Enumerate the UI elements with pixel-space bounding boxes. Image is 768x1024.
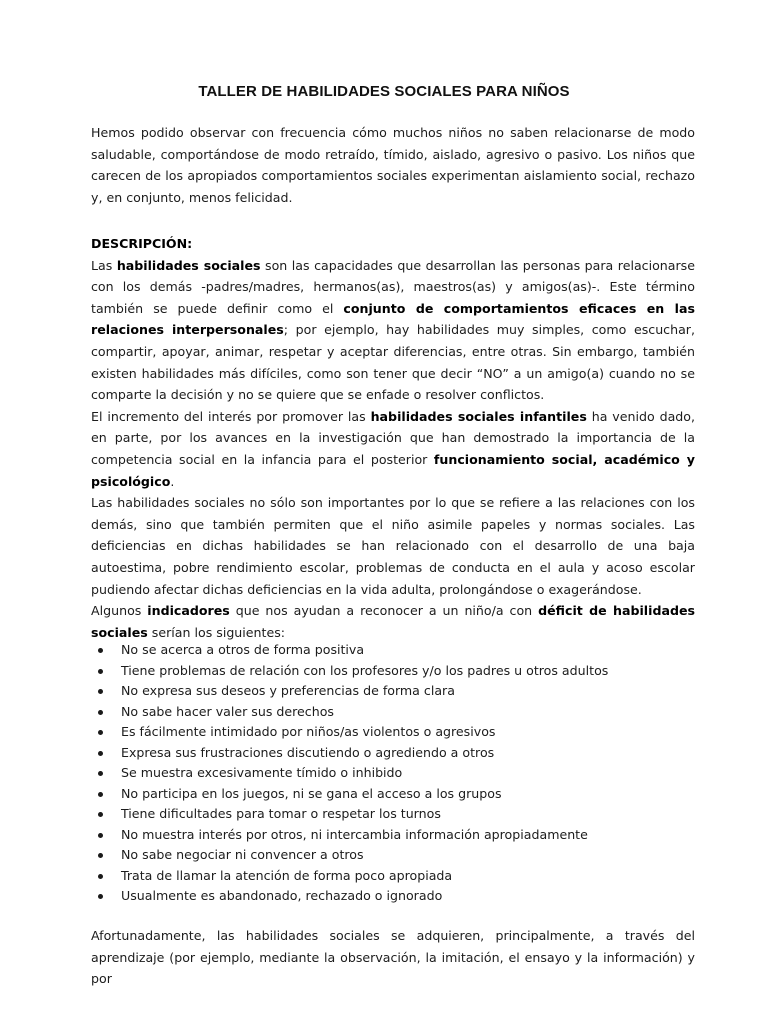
description-paragraph-3: Las habilidades sociales no sólo son importantes por lo que se refiere a las relaciones con los demás, sino que también permiten que el niño asimile papeles y normas sociales. Las deficiencias en dichas habilidades se han relacionado con el desarrollo de una baja autoestima, pobre rendimiento escolar, problemas de conducta en el aula y acoso escolar pudiendo afectar dichas deficiencias en la vida adulta, prolongándose o exagerándose. — [91, 495, 695, 597]
closing-text: Afortunadamente, las habilidades sociales se adquieren, principalmente, a través del aprendizaje (por ejemplo, mediante la observación, la imitación, el ensayo y la información) y por — [91, 928, 695, 987]
indicator-list-item — [91, 640, 695, 661]
indicator-text: No expresa sus deseos y preferencias de forma clara — [121, 683, 455, 698]
indicator-list-item — [91, 722, 695, 743]
bullet-icon — [98, 689, 103, 694]
indicator-text: No muestra interés por otros, ni intercambia información apropiadamente — [121, 826, 588, 842]
bullet-icon — [98, 771, 103, 776]
indicator-text: No participa en los juegos, ni se gana el acceso a los grupos — [121, 785, 502, 801]
bullet-icon — [98, 751, 103, 756]
bullet-icon — [98, 792, 103, 797]
bullet-icon — [98, 874, 103, 879]
indicator-text: Se muestra excesivamente tímido o inhibido — [121, 765, 403, 780]
description-heading: DESCRIPCIÓN: — [91, 236, 193, 251]
indicator-list-item — [91, 784, 695, 805]
indicator-list-item — [91, 763, 695, 784]
description-paragraph-4: Algunos indicadores que nos ayudan a reconocer a un niño/a con déficit de habilidades sociales serían los siguientes: — [91, 603, 696, 640]
indicator-text: No sabe hacer valer sus derechos — [121, 703, 334, 719]
indicator-list-item — [91, 702, 695, 723]
indicator-list-item — [91, 886, 695, 907]
indicator-list-item — [91, 804, 695, 825]
indicator-text: Es fácilmente intimidado por niños/as violentos o agresivos — [121, 724, 496, 739]
indicator-list-item — [91, 825, 695, 846]
bullet-icon — [98, 730, 103, 735]
bullet-icon — [98, 648, 103, 653]
indicator-text: Trata de llamar la atención de forma poco apropiada — [121, 867, 453, 883]
intro-text: Hemos podido observar con frecuencia cómo muchos niños no saben relacionarse de modo saludable, comportándose de modo retraído, tímido, aislado, agresivo o pasivo. Los niños que carecen de los apropiados comportamientos sociales experimentan aislamiento social, rechazo y, en conjunto, menos felicidad. — [91, 125, 695, 205]
indicator-list-item — [91, 661, 695, 682]
indicator-text: No sabe negociar ni convencer a otros — [121, 847, 364, 862]
indicator-list-item — [91, 845, 695, 866]
document-title: TALLER DE HABILIDADES SOCIALES PARA NIÑOS — [198, 83, 570, 100]
bullet-icon — [98, 812, 103, 817]
description-section — [91, 233, 695, 643]
bullet-icon — [98, 710, 103, 715]
bullet-icon — [98, 669, 103, 674]
description-paragraph-1: Las habilidades sociales son las capacidades que desarrollan las personas para relacionarse con los demás -padres/madres, hermanos(as), maestros(as) y amigos(as)-. Este término también se puede definir como el conjunto de comportamientos eficaces en las relaciones interpersonales; por ejemplo, hay habilidades muy simples, como escuchar, compartir, apoyar, animar, respetar y aceptar diferencias, entre otras. Sin embargo, también existen habilidades más difíciles, como son tener que decir “NO” a un amigo(a) cuando no se comparte la decisión y no se quiere que se enfade o resolver conflictos. — [91, 257, 695, 403]
bullet-icon — [98, 833, 103, 838]
indicator-text: Tiene problemas de relación con los profesores y/o los padres u otros adultos — [121, 662, 609, 678]
indicators-list — [91, 640, 695, 907]
indicator-text: No se acerca a otros de forma positiva — [121, 642, 365, 657]
closing-paragraph — [91, 925, 695, 990]
indicator-list-item — [91, 866, 695, 887]
indicator-text: Tiene dificultades para tomar o respetar los turnos — [121, 806, 441, 821]
indicator-list-item — [91, 681, 695, 702]
description-paragraph-2: El incremento del interés por promover las habilidades sociales infantiles ha venido dado, en parte, por los avances en la investigación que han demostrado la importancia de la competencia social en la infancia para el posterior funcionamiento social, académico y psicológico. — [91, 408, 695, 489]
indicator-text: Expresa sus frustraciones discutiendo o agrediendo a otros — [121, 744, 495, 760]
indicator-text: Usualmente es abandonado, rechazado o ignorado — [121, 888, 443, 903]
indicator-list-item — [91, 743, 695, 764]
intro-paragraph — [91, 122, 695, 208]
bullet-icon — [98, 853, 103, 858]
bullet-icon — [98, 894, 103, 899]
